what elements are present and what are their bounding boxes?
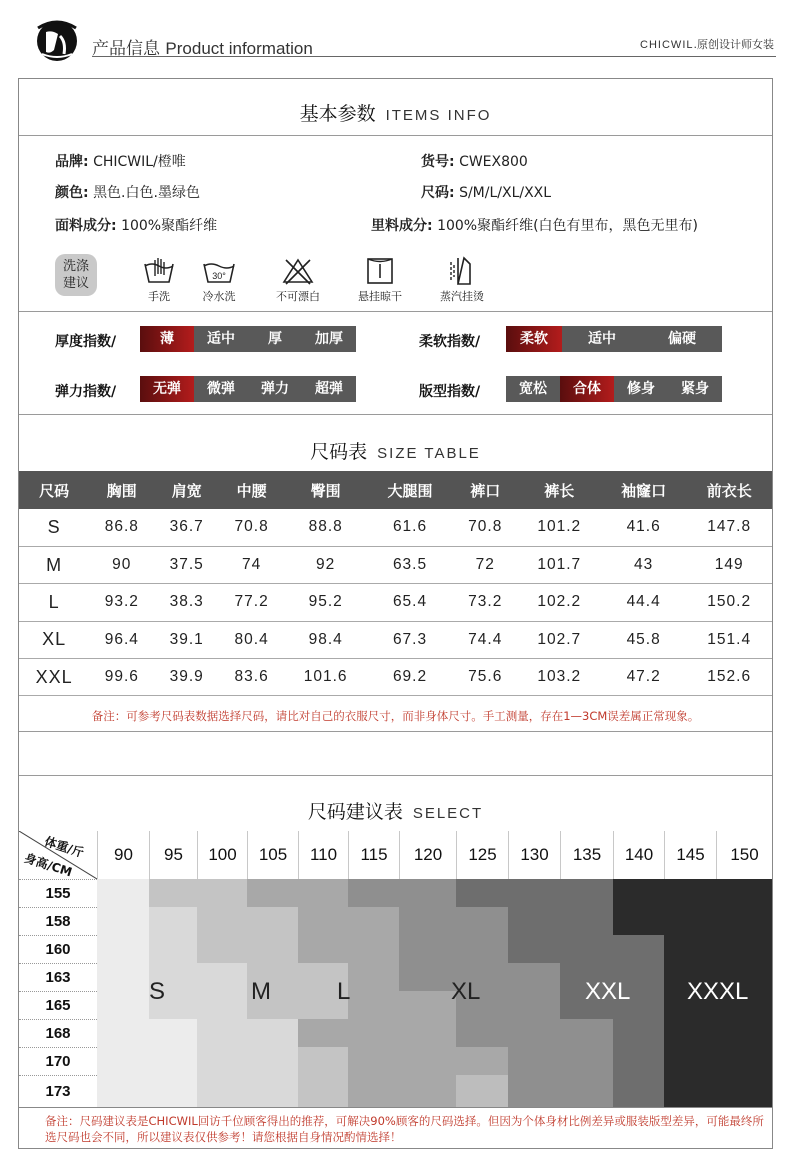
measurement-cell: 39.1	[154, 621, 219, 658]
grid-cell	[456, 907, 508, 935]
softness-scale	[506, 326, 722, 352]
height-label: 168	[19, 1019, 97, 1047]
grid-cell	[399, 935, 456, 963]
grid-cell	[149, 1075, 197, 1107]
size-table-title	[19, 437, 772, 464]
grid-cell	[348, 1019, 399, 1047]
measurement-cell: 96.4	[89, 621, 154, 658]
measurement-cell: 74.4	[453, 621, 518, 658]
grid-cell	[348, 991, 399, 1019]
grid-cell	[399, 879, 456, 907]
grid-cell	[613, 907, 664, 935]
grid-cell	[456, 1075, 508, 1107]
table-row	[19, 584, 772, 621]
grid-cell	[197, 907, 247, 935]
select-title-cn: 尺码建议表	[307, 801, 403, 823]
cold-wash-icon	[202, 256, 236, 286]
size-table-header-cell: 尺码	[19, 471, 89, 509]
grid-cell	[197, 1075, 247, 1107]
page-header	[0, 0, 790, 62]
grid-cell	[399, 1047, 456, 1075]
brand-logo-icon	[32, 20, 82, 62]
zone-label-m: M	[251, 978, 271, 1005]
fit-option: 合体	[560, 376, 614, 402]
measurement-cell: 151.4	[686, 621, 772, 658]
divider	[19, 135, 772, 136]
fit-label: 版型指数/	[419, 384, 481, 400]
size-cell: XXL	[19, 659, 89, 696]
zone-label-xxl: XXL	[585, 978, 631, 1005]
size-table-header	[19, 471, 772, 509]
grid-cell	[149, 879, 197, 907]
grid-cell	[348, 1075, 399, 1107]
thickness-scale	[140, 326, 356, 352]
height-label: 155	[19, 879, 97, 907]
color-value: 黑色.白色.墨绿色	[93, 185, 200, 201]
product-info-panel	[18, 78, 773, 1149]
table-row	[19, 659, 772, 696]
grid-cell	[664, 907, 716, 935]
grid-cell	[348, 879, 399, 907]
no-bleach-icon	[282, 256, 314, 286]
measurement-cell: 147.8	[686, 509, 772, 546]
grid-cell	[399, 963, 456, 991]
thickness-option: 加厚	[315, 331, 343, 347]
grid-cell	[197, 935, 247, 963]
height-label: 165	[19, 991, 97, 1019]
grid-cell	[97, 963, 149, 991]
wash-badge-line1: 洗涤	[62, 259, 89, 274]
grid-cell	[97, 991, 149, 1019]
grid-cell	[97, 907, 149, 935]
header-title-cn: 产品信息	[92, 39, 160, 59]
measurement-cell: 102.7	[518, 621, 601, 658]
grid-cell	[197, 991, 247, 1019]
grid-cell	[664, 935, 716, 963]
brand-value: CHICWIL/橙唯	[93, 154, 186, 170]
fabric-label: 面料成分:	[55, 218, 117, 234]
grid-cell	[348, 907, 399, 935]
measurement-cell: 80.4	[219, 621, 284, 658]
sku-label: 货号:	[421, 154, 455, 170]
grid-cell	[298, 907, 348, 935]
divider	[19, 414, 772, 415]
grid-cell	[716, 1019, 772, 1047]
measurement-cell: 90	[89, 546, 154, 583]
table-row	[19, 546, 772, 583]
grid-cell	[247, 1019, 298, 1047]
header-rule	[92, 56, 776, 57]
wash-label-cold: 冷水洗	[202, 290, 236, 303]
grid-cell	[149, 1019, 197, 1047]
height-label: 173	[19, 1075, 97, 1107]
grid-cell	[508, 935, 560, 963]
lining-label: 里料成分:	[371, 218, 433, 234]
measurement-cell: 45.8	[601, 621, 687, 658]
grid-cell	[716, 935, 772, 963]
zone-label-xl: XL	[451, 978, 481, 1005]
size-value: S/M/L/XL/XXL	[459, 185, 552, 201]
grid-corner	[19, 831, 97, 879]
weight-header: 115	[348, 831, 399, 879]
size-table-header-cell: 胸围	[89, 471, 154, 509]
color-field	[55, 182, 200, 202]
size-recommendation-grid	[19, 831, 772, 1107]
grid-cell	[298, 879, 348, 907]
select-note: 备注：尺码建议表是CHICWIL回访千位顾客得出的推荐，可解决90%顾客的尺码选择。但因为个体身材比例差异或服装版型差异，可能最终所选尺码也会不同，所以建议表仅供参考！请您根据自身情况酌情选择！	[45, 1114, 764, 1144]
fit-option: 紧身	[681, 381, 709, 397]
corner-weight-label: 体重/斤	[42, 834, 86, 861]
measurement-cell: 103.2	[518, 659, 601, 696]
softness-option: 柔软	[506, 326, 562, 352]
grid-cell	[613, 879, 664, 907]
grid-cell	[197, 963, 247, 991]
size-cell: S	[19, 509, 89, 546]
elasticity-option: 弹力	[261, 381, 289, 397]
measurement-cell: 101.7	[518, 546, 601, 583]
basic-title-cn: 基本参数	[299, 103, 376, 125]
weight-header: 140	[613, 831, 664, 879]
grid-cell	[560, 1075, 613, 1107]
wash-label-hand: 手洗	[148, 290, 170, 303]
grid-cell	[560, 879, 613, 907]
header-brand-name: CHICWIL	[640, 39, 694, 51]
softness-label: 柔软指数/	[419, 334, 481, 350]
measurement-cell: 98.4	[284, 621, 367, 658]
weight-header: 145	[664, 831, 716, 879]
measurement-cell: 38.3	[154, 584, 219, 621]
zone-label-s: S	[149, 978, 166, 1005]
measurement-cell: 77.2	[219, 584, 284, 621]
height-label: 158	[19, 907, 97, 935]
grid-cell	[97, 879, 149, 907]
height-label: 160	[19, 935, 97, 963]
sku-field	[421, 151, 528, 171]
measurement-cell: 41.6	[601, 509, 687, 546]
size-cell: XL	[19, 621, 89, 658]
size-field	[421, 182, 551, 202]
steam-iron-icon	[446, 256, 478, 286]
grid-cell	[716, 907, 772, 935]
thickness-option: 薄	[140, 326, 194, 352]
size-table-title-cn: 尺码表	[310, 441, 368, 463]
weight-header: 105	[247, 831, 298, 879]
measurement-cell: 39.9	[154, 659, 219, 696]
grid-cell	[613, 1075, 664, 1107]
select-title-en: SELECT	[412, 805, 484, 822]
size-table-header-cell: 袖窿口	[601, 471, 687, 509]
size-label: 尺码:	[421, 185, 455, 201]
brand-field	[55, 151, 186, 171]
measurement-cell: 36.7	[154, 509, 219, 546]
measurement-cell: 75.6	[453, 659, 518, 696]
size-table-header-cell: 中腰	[219, 471, 284, 509]
table-row	[19, 621, 772, 658]
grid-cell	[508, 963, 560, 991]
grid-cell	[97, 1047, 149, 1075]
measurement-cell: 83.6	[219, 659, 284, 696]
grid-cell	[664, 1075, 716, 1107]
grid-cell	[399, 1019, 456, 1047]
measurement-cell: 43	[601, 546, 687, 583]
divider	[19, 1107, 772, 1108]
color-label: 颜色:	[55, 185, 89, 201]
size-cell: L	[19, 584, 89, 621]
grid-cell	[664, 879, 716, 907]
wash-item-hand	[137, 256, 181, 304]
wash-label-bleach: 不可漂白	[276, 290, 320, 303]
brand-label: 品牌:	[55, 154, 89, 170]
weight-header: 95	[149, 831, 197, 879]
measurement-cell: 44.4	[601, 584, 687, 621]
size-table-header-cell: 肩宽	[154, 471, 219, 509]
measurement-cell: 101.6	[284, 659, 367, 696]
weight-header: 90	[97, 831, 149, 879]
elasticity-option: 超弹	[315, 381, 343, 397]
measurement-cell: 74	[219, 546, 284, 583]
header-title-en: Product information	[165, 39, 313, 58]
weight-header: 110	[298, 831, 348, 879]
fit-option: 宽松	[519, 381, 547, 397]
grid-cell	[716, 1047, 772, 1075]
elasticity-label: 弹力指数/	[55, 384, 117, 400]
zone-label-xxxl: XXXL	[687, 978, 749, 1005]
basic-section-title	[19, 99, 772, 126]
grid-cell	[247, 1047, 298, 1075]
grid-cell	[247, 907, 298, 935]
grid-cell	[399, 991, 456, 1019]
grid-cell	[560, 1047, 613, 1075]
grid-cell	[560, 907, 613, 935]
measurement-cell: 99.6	[89, 659, 154, 696]
elasticity-option: 微弹	[207, 381, 235, 397]
softness-option: 适中	[588, 331, 616, 347]
grid-cell	[508, 1019, 560, 1047]
grid-cell	[456, 935, 508, 963]
measurement-cell: 69.2	[367, 659, 453, 696]
table-row	[19, 509, 772, 546]
grid-cell	[197, 879, 247, 907]
measurement-cell: 92	[284, 546, 367, 583]
grid-cell	[97, 1075, 149, 1107]
elasticity-scale	[140, 376, 356, 402]
cold-wash-temp: 30°	[212, 271, 226, 281]
measurement-cell: 150.2	[686, 584, 772, 621]
height-label: 170	[19, 1047, 97, 1075]
grid-cell	[149, 1047, 197, 1075]
grid-cell	[197, 1047, 247, 1075]
basic-title-en: ITEMS INFO	[385, 107, 492, 124]
corner-height-label: 身高/CM	[22, 850, 74, 879]
weight-header: 135	[560, 831, 613, 879]
size-table-header-cell: 裤长	[518, 471, 601, 509]
softness-option: 偏硬	[668, 331, 696, 347]
hand-wash-icon	[143, 256, 175, 286]
grid-cell	[348, 963, 399, 991]
wash-label-steam: 蒸汽挂烫	[440, 290, 484, 303]
grid-cell	[149, 907, 197, 935]
grid-cell	[664, 1019, 716, 1047]
grid-cell	[399, 1075, 456, 1107]
fabric-field	[55, 215, 217, 235]
grid-cell	[399, 907, 456, 935]
grid-cell	[348, 1047, 399, 1075]
grid-cell	[664, 1047, 716, 1075]
grid-cell	[97, 1019, 149, 1047]
size-table-note: 备注：可参考尺码表数据选择尺码，请比对自己的衣服尺寸，而非身体尺寸。手工测量，存在1—3CM误差属正常现象。	[91, 709, 700, 723]
divider	[19, 311, 772, 312]
measurement-cell: 61.6	[367, 509, 453, 546]
measurement-cell: 47.2	[601, 659, 687, 696]
grid-cell	[508, 991, 560, 1019]
grid-cell	[97, 935, 149, 963]
weight-header: 130	[508, 831, 560, 879]
grid-cell	[508, 1075, 560, 1107]
size-cell: M	[19, 546, 89, 583]
grid-cell	[298, 1019, 348, 1047]
wash-item-bleach	[269, 256, 327, 304]
divider	[19, 731, 772, 732]
measurement-cell: 63.5	[367, 546, 453, 583]
wash-badge-line2: 建议	[62, 276, 89, 291]
measurement-cell: 88.8	[284, 509, 367, 546]
lining-field	[371, 215, 698, 235]
grid-cell	[348, 935, 399, 963]
grid-cell	[508, 879, 560, 907]
wash-item-steam	[433, 256, 491, 304]
weight-header: 125	[456, 831, 508, 879]
hang-dry-icon	[364, 256, 396, 286]
grid-cell	[298, 935, 348, 963]
grid-cell	[247, 1075, 298, 1107]
wash-label-dry: 悬挂晾干	[358, 290, 402, 303]
measurement-cell: 93.2	[89, 584, 154, 621]
fabric-value: 100%聚酯纤维	[121, 218, 218, 234]
grid-cell	[456, 1047, 508, 1075]
grid-cell	[560, 1019, 613, 1047]
grid-cell	[560, 935, 613, 963]
thickness-label: 厚度指数/	[55, 334, 117, 350]
thickness-option: 厚	[268, 331, 282, 347]
elasticity-option: 无弹	[140, 376, 194, 402]
grid-cell	[149, 935, 197, 963]
header-brand	[640, 36, 774, 52]
measurement-cell: 152.6	[686, 659, 772, 696]
lining-value: 100%聚酯纤维(白色有里布，黑色无里布)	[437, 218, 699, 234]
grid-cell	[508, 907, 560, 935]
grid-cell	[716, 1075, 772, 1107]
measurement-cell: 95.2	[284, 584, 367, 621]
measurement-cell: 101.2	[518, 509, 601, 546]
divider	[19, 775, 772, 776]
measurement-cell: 102.2	[518, 584, 601, 621]
wash-item-dry	[351, 256, 409, 304]
size-table	[19, 471, 772, 696]
weight-header: 100	[197, 831, 247, 879]
sku-value: CWEX800	[459, 154, 528, 170]
grid-cell	[613, 935, 664, 963]
measurement-cell: 67.3	[367, 621, 453, 658]
grid-cell	[613, 1047, 664, 1075]
measurement-cell: 65.4	[367, 584, 453, 621]
measurement-cell: 86.8	[89, 509, 154, 546]
wash-item-cold	[197, 256, 241, 304]
thickness-option: 适中	[207, 331, 235, 347]
size-table-header-cell: 大腿围	[367, 471, 453, 509]
measurement-cell: 149	[686, 546, 772, 583]
fit-option: 修身	[627, 381, 655, 397]
grid-cell	[508, 1047, 560, 1075]
fit-scale	[506, 376, 722, 402]
grid-cell	[716, 879, 772, 907]
size-table-header-cell: 臀围	[284, 471, 367, 509]
grid-cell	[247, 935, 298, 963]
size-table-header-cell: 裤口	[453, 471, 518, 509]
grid-cell	[298, 1075, 348, 1107]
grid-cell	[456, 1019, 508, 1047]
measurement-cell: 72	[453, 546, 518, 583]
grid-cell	[456, 879, 508, 907]
size-table-header-cell: 前衣长	[686, 471, 772, 509]
measurement-cell: 70.8	[453, 509, 518, 546]
select-section-title	[19, 797, 772, 824]
grid-cell	[613, 1019, 664, 1047]
wash-badge	[55, 254, 97, 296]
measurement-cell: 37.5	[154, 546, 219, 583]
grid-cell	[247, 879, 298, 907]
size-table-title-en: SIZE TABLE	[377, 445, 481, 462]
header-brand-tag: .原创设计师女装	[693, 38, 774, 51]
weight-header: 150	[716, 831, 772, 879]
grid-cell	[197, 1019, 247, 1047]
height-label: 163	[19, 963, 97, 991]
weight-header: 120	[399, 831, 456, 879]
grid-cell	[298, 1047, 348, 1075]
measurement-cell: 70.8	[219, 509, 284, 546]
measurement-cell: 73.2	[453, 584, 518, 621]
zone-label-l: L	[337, 978, 351, 1005]
